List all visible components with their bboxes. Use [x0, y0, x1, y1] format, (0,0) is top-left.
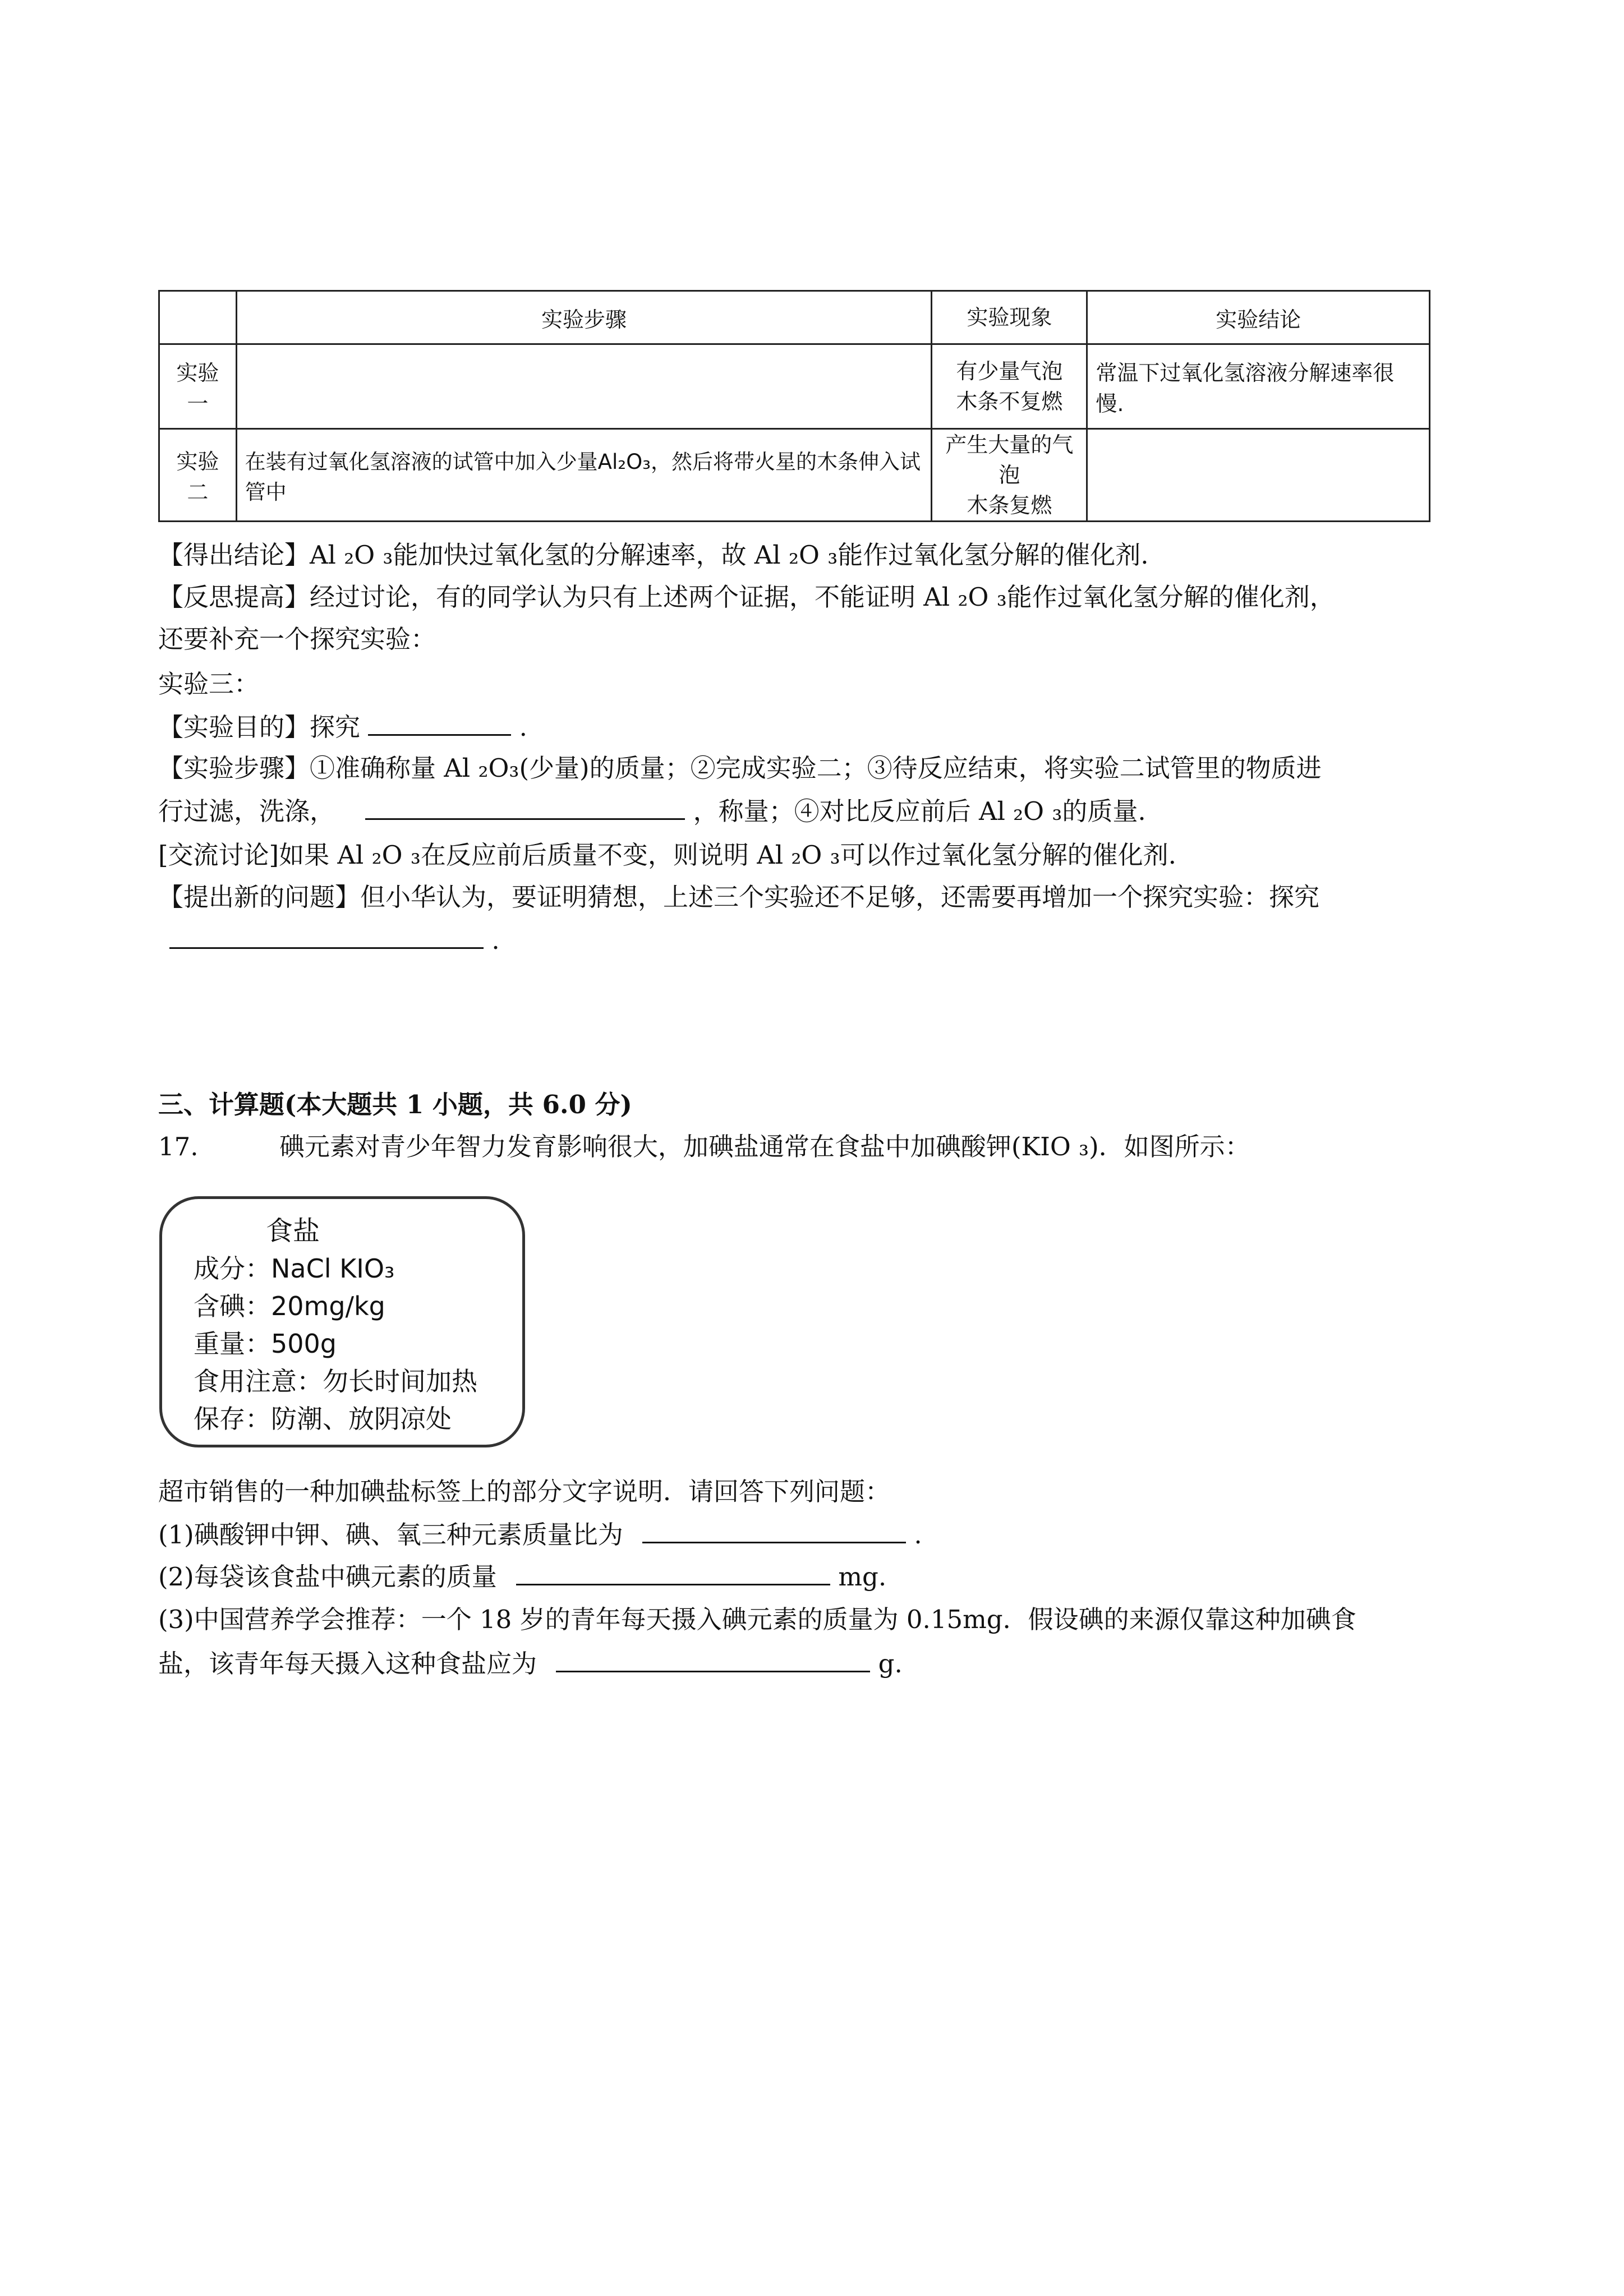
q2-suffix: mg.: [838, 1562, 887, 1592]
answer-blank[interactable]: [516, 1559, 830, 1585]
q3-prefix: 盐，该青年每天摄入这种食盐应为: [158, 1649, 537, 1679]
phenomenon-line: 木条复燃: [967, 493, 1052, 518]
conclusion-line: 【得出结论】Al ₂O ₃能加快过氧化氢的分解速率，故 Al ₂O ₃能作过氧化氢分解的催化剂.: [158, 540, 1149, 570]
conclusion-cell: 常温下过氧化氢溶液分解速率很慢.: [1087, 344, 1430, 429]
salt-label-line: 含碘：20mg/kg: [194, 1291, 385, 1321]
conclusion-cell: [1087, 429, 1430, 522]
new-question-suffix: .: [491, 925, 500, 955]
question-number: 17.: [158, 1132, 199, 1161]
row-label: 实验一: [159, 344, 237, 429]
answer-blank[interactable]: [169, 923, 484, 949]
purpose-prefix: 【实验目的】探究: [158, 712, 361, 742]
purpose-line: [158, 709, 527, 744]
steps-line: 【实验步骤】①准确称量 Al ₂O₃(少量)的质量；②完成实验二；③待反应结束，将实验二试管里的物质进: [158, 753, 1322, 783]
question-text: 碘元素对青少年智力发育影响很大，加碘盐通常在食盐中加碘酸钾(KIO ₃)．如图所示：: [279, 1132, 1250, 1161]
q1-suffix: .: [914, 1520, 922, 1550]
reflection-line: 【反思提高】经过讨论，有的同学认为只有上述两个证据，不能证明 Al ₂O ₃能作过氧化氢分解的催化剂，: [158, 582, 1335, 612]
salt-label-line: 食用注意：勿长时间加热: [194, 1366, 477, 1396]
q1-prefix: (1)碘酸钾中钾、碘、氧三种元素质量比为: [158, 1520, 623, 1550]
experiment-table: [158, 290, 1430, 522]
steps-prefix: 行过滤，洗涤，: [158, 796, 335, 826]
table-header-row: [159, 291, 1430, 344]
phenomenon-cell: [932, 429, 1087, 522]
table-row: [159, 344, 1430, 429]
salt-label-line: 保存：防潮、放阴凉处: [194, 1404, 452, 1434]
row-label: 实验二: [159, 429, 237, 522]
questions-intro: 超市销售的一种加碘盐标签上的部分文字说明．请回答下列问题：: [158, 1477, 891, 1506]
phenomenon-line: 有少量气泡: [956, 359, 1063, 384]
q2-prefix: (2)每袋该食盐中碘元素的质量: [158, 1562, 497, 1592]
purpose-suffix: .: [519, 712, 527, 742]
answer-blank[interactable]: [365, 794, 685, 820]
question-17: [158, 1130, 1250, 1164]
step-cell: [236, 344, 932, 429]
question-2: [158, 1559, 886, 1594]
table-header-cell: 实验结论: [1087, 291, 1430, 344]
question-1: [158, 1517, 922, 1552]
steps-line: [158, 794, 1146, 828]
salt-label-line: 成分：NaCl KIO₃: [194, 1253, 395, 1284]
reflection-line: 还要补充一个探究实验：: [158, 624, 436, 654]
table-header-cell: 实验步骤: [236, 291, 932, 344]
salt-label-line: 重量：500g: [194, 1329, 337, 1359]
salt-label-title: 食盐: [266, 1215, 320, 1247]
salt-label-image: [159, 1196, 525, 1447]
answer-blank[interactable]: [642, 1517, 906, 1543]
question-3-continued: [158, 1646, 903, 1681]
steps-suffix: ，称量；④对比反应前后 Al ₂O ₃的质量.: [693, 796, 1146, 826]
phenomenon-cell: [932, 344, 1087, 429]
answer-blank[interactable]: [368, 709, 511, 736]
phenomenon-line: 木条不复燃: [956, 389, 1063, 414]
experiment3-heading: 实验三：: [158, 669, 260, 699]
q3-suffix: g.: [878, 1649, 903, 1679]
table-header-cell: 实验现象: [932, 291, 1087, 344]
question-3: (3)中国营养学会推荐：一个 18 岁的青年每天摄入碘元素的质量为 0.15mg．假设碘的来源仅靠这种加碘食: [158, 1605, 1356, 1634]
step-cell: 在装有过氧化氢溶液的试管中加入少量Al₂O₃，然后将带火星的木条伸入试管中: [236, 429, 932, 522]
section-heading: 三、计算题(本大题共 1 小题，共 6.0 分): [158, 1090, 632, 1119]
table-row: [159, 429, 1430, 522]
discussion-line: [交流讨论]如果 Al ₂O ₃在反应前后质量不变，则说明 Al ₂O ₃可以作过氧化氢分解的催化剂.: [158, 840, 1176, 870]
answer-blank[interactable]: [556, 1646, 870, 1672]
table-header-cell: [159, 291, 237, 344]
new-question-line: 【提出新的问题】但小华认为，要证明猜想，上述三个实验还不足够，还需要再增加一个探究实验：探究: [158, 882, 1320, 912]
phenomenon-line: 产生大量的气泡: [945, 432, 1074, 487]
new-question-answer-line: [158, 923, 500, 957]
